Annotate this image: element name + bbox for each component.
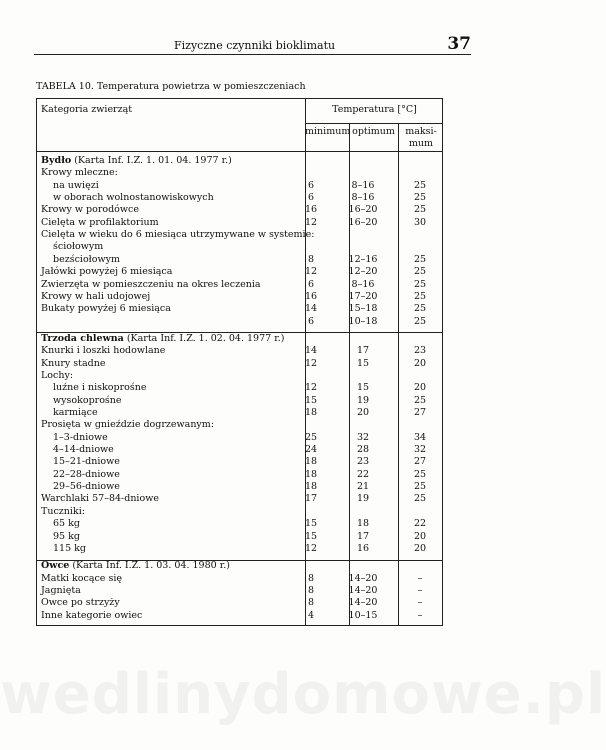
table-row — [37, 180, 442, 192]
minimum-value: 8 — [307, 253, 315, 265]
table-row — [37, 481, 442, 493]
table-row — [37, 597, 442, 609]
optimum-value: 10–15 — [348, 609, 378, 621]
table-caption: TABELA 10. Temperatura powietrza w pomieszczeniach — [36, 81, 306, 92]
row-label: 15–21-dniowe — [53, 456, 120, 468]
temperature-table — [36, 98, 443, 626]
section-name: Bydło — [41, 155, 72, 166]
table-row — [37, 279, 442, 291]
header-temperature: Temperatura [°C] — [332, 104, 417, 115]
page-number: 37 — [447, 34, 471, 54]
row-label: 22–28-dniowe — [53, 468, 120, 480]
table-row — [37, 358, 442, 370]
maximum-value: – — [417, 609, 423, 621]
maximum-value: 25 — [413, 192, 427, 204]
maximum-value: 27 — [413, 407, 427, 418]
table-row — [37, 167, 442, 179]
optimum-value: 10–18 — [348, 315, 378, 327]
table-row — [37, 469, 442, 481]
optimum-value: 16 — [356, 542, 370, 554]
optimum-value: 17 — [356, 345, 370, 357]
section-name: Trzoda chlewna — [41, 332, 124, 344]
minimum-value: 18 — [304, 407, 318, 418]
minimum-value: 14 — [304, 345, 318, 357]
minimum-value: 12 — [304, 266, 318, 278]
row-label: Warchlaki 57–84-dniowe — [41, 493, 159, 505]
minimum-value: 6 — [307, 278, 315, 290]
optimum-value: 8–16 — [351, 278, 375, 290]
minimum-value: 8 — [307, 584, 315, 596]
minimum-value: 12 — [304, 216, 318, 228]
row-label: Lochy: — [41, 369, 74, 381]
row-label: ściołowym — [53, 241, 104, 253]
optimum-value: 16–20 — [348, 204, 378, 216]
section-note: (Karta Inf. I.Z. 1. 01. 04. 1977 r.) — [71, 155, 232, 166]
minimum-value: 4 — [307, 609, 315, 621]
optimum-value: 19 — [356, 394, 370, 406]
optimum-value: 19 — [356, 493, 370, 505]
table-row — [37, 456, 442, 468]
row-label: Cielęta w profilaktorium — [41, 216, 159, 228]
table-row — [37, 254, 442, 266]
row-label: Knurki i loszki hodowlane — [41, 345, 166, 357]
optimum-value: 21 — [356, 481, 370, 493]
row-label: Cielęta w wieku do 6 miesiąca utrzymywane w systemie: — [41, 229, 315, 241]
maximum-value: 20 — [413, 382, 427, 394]
optimum-value: 8–16 — [351, 192, 375, 204]
table-row — [37, 192, 442, 204]
optimum-value: 20 — [356, 407, 370, 418]
minimum-value: 14 — [304, 303, 318, 315]
maximum-value: 25 — [413, 290, 427, 302]
table-row — [37, 444, 442, 456]
optimum-value: 23 — [356, 456, 370, 468]
maximum-value: – — [417, 572, 423, 584]
minimum-value: 15 — [304, 394, 318, 406]
maximum-value: 25 — [413, 493, 427, 505]
maximum-value: 25 — [413, 394, 427, 406]
table-row — [37, 518, 442, 530]
table-row — [37, 585, 442, 597]
optimum-value: 18 — [356, 518, 370, 530]
optimum-value: 8–16 — [351, 179, 375, 191]
header-minimum: minimum — [305, 126, 351, 137]
section-note: (Karta Inf. I.Z. 1. 02. 04. 1977 r.) — [123, 332, 285, 344]
row-label: 4–14-dniowe — [53, 444, 114, 456]
table-row — [37, 241, 442, 253]
table-row — [37, 291, 442, 303]
row-label: karmiące — [53, 407, 98, 418]
row-label: Knury stadne — [41, 357, 106, 369]
row-label: Jałówki powyżej 6 miesiąca — [41, 266, 173, 278]
optimum-value: 14–20 — [348, 597, 378, 609]
table-row — [37, 419, 442, 431]
section-title — [41, 333, 284, 345]
row-label: Tuczniki: — [41, 505, 85, 517]
optimum-value: 14–20 — [348, 572, 378, 584]
header-category: Kategoria zwierząt — [41, 104, 133, 115]
maximum-value: 20 — [413, 357, 427, 369]
row-label: Matki kocące się — [41, 572, 122, 584]
maximum-value: 25 — [413, 204, 427, 216]
optimum-value: 15 — [356, 357, 370, 369]
table-row — [37, 543, 442, 555]
optimum-value: 12–20 — [348, 266, 378, 278]
maximum-value: 30 — [413, 216, 427, 228]
row-label: Bukaty powyżej 6 miesiąca — [41, 303, 171, 315]
table-row — [37, 531, 442, 543]
minimum-value: 17 — [304, 493, 318, 505]
maximum-value: 27 — [413, 456, 427, 468]
header-subdivider — [305, 123, 442, 124]
header-maximum-1: maksi- — [405, 126, 437, 137]
table-row — [37, 217, 442, 229]
maximum-value: – — [417, 584, 423, 596]
optimum-value: 15–18 — [348, 303, 378, 315]
maximum-value: 25 — [413, 468, 427, 480]
maximum-value: 25 — [413, 266, 427, 278]
minimum-value: 16 — [304, 290, 318, 302]
optimum-value: 17 — [356, 530, 370, 542]
optimum-value: 22 — [356, 468, 370, 480]
row-label: 65 kg — [53, 518, 80, 530]
minimum-value: 25 — [304, 431, 318, 443]
table-row — [37, 493, 442, 505]
section-note: (Karta Inf. I.Z. 1. 03. 04. 1980 r.) — [69, 560, 230, 572]
minimum-value: 12 — [304, 382, 318, 394]
maximum-value: 25 — [413, 303, 427, 315]
row-label: Krowy w porodówce — [41, 204, 139, 216]
page-header — [34, 36, 471, 55]
section-title — [41, 155, 232, 167]
table-row — [37, 345, 442, 357]
maximum-value: 25 — [413, 278, 427, 290]
maximum-value: 34 — [413, 431, 427, 443]
section-row — [37, 560, 442, 572]
section-row — [37, 155, 442, 167]
table-row — [37, 506, 442, 518]
minimum-value: 6 — [307, 315, 315, 327]
header-optimum: optimum — [352, 126, 395, 137]
maximum-value: 25 — [413, 179, 427, 191]
minimum-value: 15 — [304, 530, 318, 542]
minimum-value: 24 — [304, 444, 318, 456]
maximum-value: 20 — [413, 530, 427, 542]
optimum-value: 17–20 — [348, 290, 378, 302]
minimum-value: 12 — [304, 542, 318, 554]
row-label: Inne kategorie owiec — [41, 609, 143, 621]
row-label: 115 kg — [53, 542, 86, 554]
optimum-value: 12–16 — [348, 253, 378, 265]
minimum-value: 6 — [307, 192, 315, 204]
minimum-value: 18 — [304, 456, 318, 468]
table-row — [37, 382, 442, 394]
maximum-value: 20 — [413, 542, 427, 554]
row-label: Zwierzęta w pomieszczeniu na okres leczenia — [41, 278, 261, 290]
minimum-value: 8 — [307, 572, 315, 584]
row-label: Krowy w hali udojowej — [41, 290, 151, 302]
optimum-value: 28 — [356, 444, 370, 456]
row-label: 1–3-dniowe — [53, 431, 108, 443]
row-label: Krowy mleczne: — [41, 167, 118, 179]
optimum-value: 16–20 — [348, 216, 378, 228]
minimum-value: 15 — [304, 518, 318, 530]
table-row — [37, 432, 442, 444]
maximum-value: 25 — [413, 481, 427, 493]
row-label: Jagnięta — [41, 584, 81, 596]
minimum-value: 18 — [304, 468, 318, 480]
maximum-value: 23 — [413, 345, 427, 357]
row-label: 29–56-dniowe — [53, 481, 120, 493]
maximum-value: 25 — [413, 253, 427, 265]
row-label: na uwięzi — [53, 179, 99, 191]
maximum-value: 25 — [413, 315, 427, 327]
optimum-value: 15 — [356, 382, 370, 394]
row-label: Owce po strzyży — [41, 597, 120, 609]
section-row — [37, 333, 442, 345]
minimum-value: 12 — [304, 357, 318, 369]
maximum-value: 22 — [413, 518, 427, 530]
running-title: Fizyczne czynniki bioklimatu — [174, 39, 336, 52]
row-label: wysokoprośne — [53, 394, 122, 406]
table-row — [37, 229, 442, 241]
table-row — [37, 395, 442, 407]
row-label: Prosięta w gnieździe dogrzewanym: — [41, 419, 215, 431]
minimum-value: 8 — [307, 597, 315, 609]
section-title — [41, 560, 230, 572]
table-row — [37, 370, 442, 382]
table-row — [37, 303, 442, 315]
table-row — [37, 407, 442, 419]
optimum-value: 14–20 — [348, 584, 378, 596]
minimum-value: 16 — [304, 204, 318, 216]
optimum-value: 32 — [356, 431, 370, 443]
table-row — [37, 610, 442, 622]
row-label: luźne i niskoprośne — [53, 382, 147, 394]
header-bottom-rule — [37, 151, 442, 152]
table-row — [37, 204, 442, 216]
section-name: Owce — [41, 560, 70, 572]
table-row — [37, 266, 442, 278]
maximum-value: – — [417, 597, 423, 609]
minimum-value: 6 — [307, 179, 315, 191]
row-label: bezściołowym — [53, 253, 120, 265]
minimum-value: 18 — [304, 481, 318, 493]
watermark-text: wedlinydomowe.pl — [0, 662, 606, 727]
maximum-value: 32 — [413, 444, 427, 456]
table-row — [37, 316, 442, 328]
table-row — [37, 573, 442, 585]
row-label: 95 kg — [53, 530, 80, 542]
row-label: w oborach wolnostanowiskowych — [53, 192, 214, 204]
header-maximum-2: mum — [408, 138, 434, 149]
